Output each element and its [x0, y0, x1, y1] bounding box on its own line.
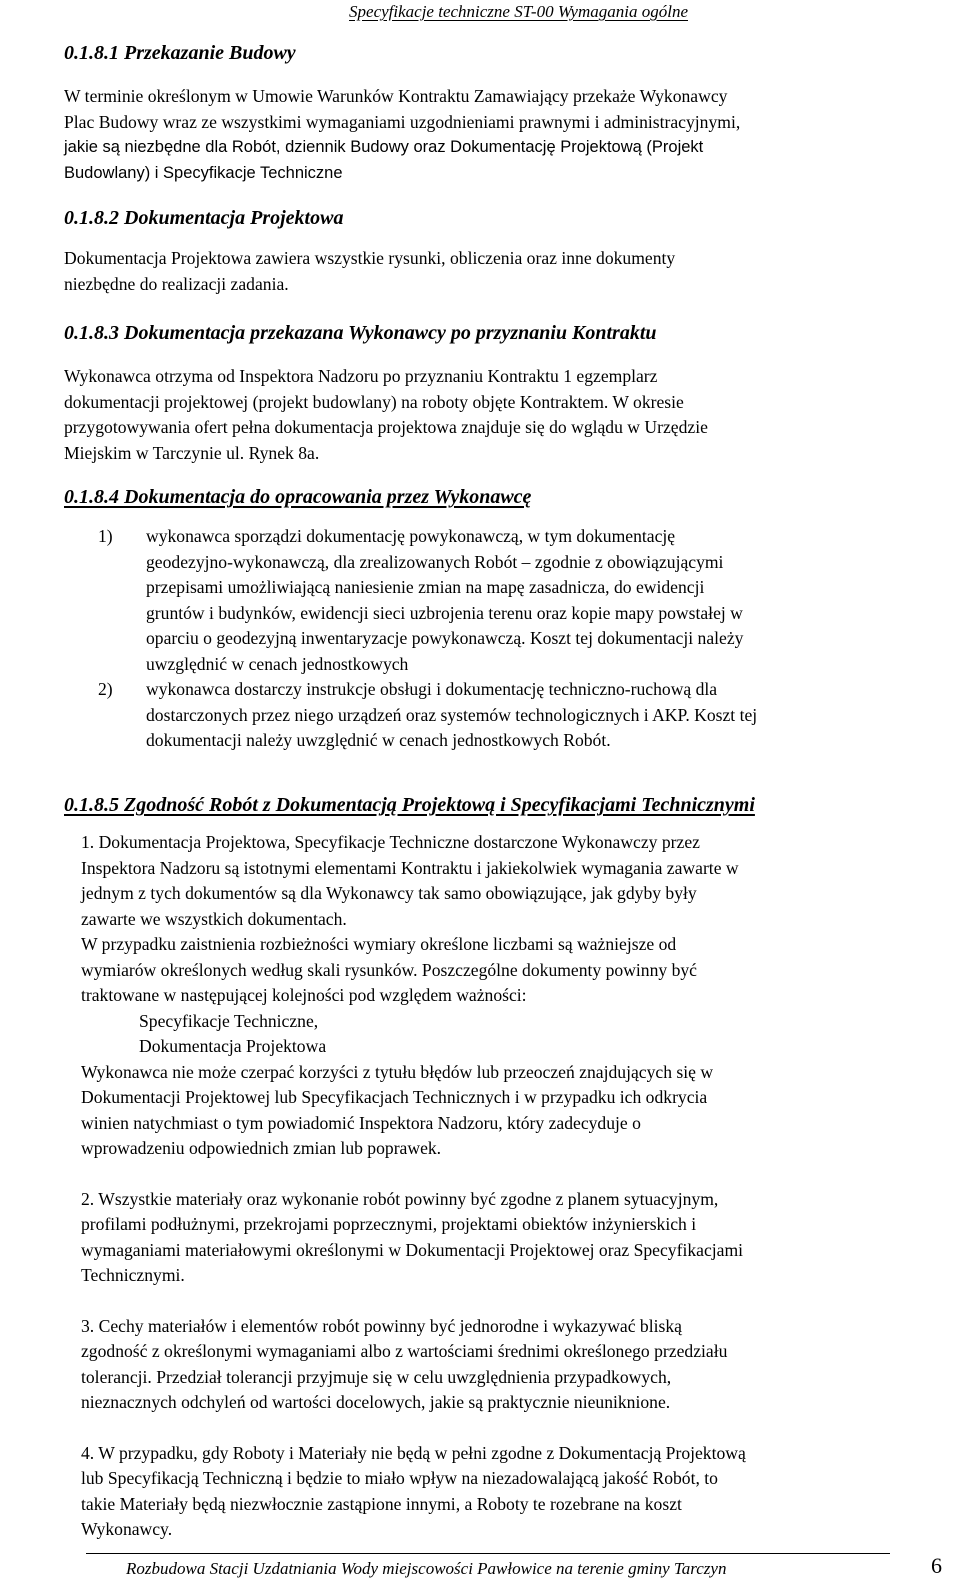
text-line: jednym z tych dokumentów są dla Wykonawcy tak samo obowiązujące, jak gdyby były [81, 883, 697, 903]
text-line: przepisami umożliwiającą naniesienie zmian na mapę zasadnicza, do ewidencji [146, 577, 705, 597]
list-marker: 1) [98, 526, 113, 546]
text-line: jakie są niezbędne dla Robót, dziennik Budowy oraz Dokumentację Projektową (Projekt [64, 138, 704, 156]
list-item [88, 524, 948, 677]
text-line: zgodność z określonymi wymaganiami albo z wartościami średnimi określonego przedziału [81, 1341, 728, 1361]
text-line: 1. Dokumentacja Projektowa, Specyfikacje Techniczne dostarczone Wykonawczy przez [81, 832, 700, 852]
text-line: lub Specyfikacją Techniczną i będzie to miało wpływ na niezadowalającą jakość Robót, to [81, 1468, 718, 1488]
text-line: tolerancji. Przedział tolerancji przyjmuje się w celu uwzględnienia przypadkowych, [81, 1366, 672, 1387]
text-line: wymiarów określonych według skali rysunków. Poszczególne dokumenty powinny być [81, 959, 697, 980]
text-line: W przypadku zaistnienia rozbieżności wymiary określone liczbami są ważniejsze od [81, 934, 677, 954]
text-line: nieznacznych odchyleń od wartości docelowych, jakie są praktycznie nieuniknione. [81, 1392, 671, 1412]
footer-text: Rozbudowa Stacji Uzdatniania Wody miejscowości Pawłowice na terenie gminy Tarczyn [126, 1559, 727, 1578]
list-item [88, 677, 948, 754]
text-line: dostarczonych przez niego urządzeń oraz systemów technologicznych i AKP. Koszt tej [146, 704, 758, 725]
text-line: wprowadzeniu odpowiednich zmian lub poprawek. [81, 1138, 442, 1158]
text-line: geodezyjno-wykonawczą, dla zrealizowanych Robót – zgodnie z obowiązującymi [146, 551, 724, 572]
page-footer [0, 1553, 960, 1583]
text-line: Dokumentacja Projektowa zawiera wszystkie rysunki, obliczenia oraz inne dokumenty [64, 248, 676, 268]
text-line: Miejskim w Tarczynie ul. Rynek 8a. [64, 442, 320, 463]
text-line: przygotowywania ofert pełna dokumentacja projektowa znajduje się do wglądu w Urzędzie [64, 417, 708, 437]
text-line: traktowane w następującej kolejności pod względem ważności: [81, 985, 527, 1005]
section-heading-5: 0.1.8.5 Zgodność Robót z Dokumentacją Projektową i Specyfikacjami Technicznymi [64, 794, 755, 816]
section-4-list [88, 524, 948, 754]
section-3-body [64, 364, 944, 466]
priority-item: Dokumentacja Projektowa [139, 1036, 327, 1056]
priority-item: Specyfikacje Techniczne, [139, 1010, 319, 1031]
text-line: Wykonawca nie może czerpać korzyści z tytułu błędów lub przeoczeń znajdujących się w [81, 1061, 714, 1082]
text-line: 4. W przypadku, gdy Roboty i Materiały nie będą w pełni zgodne z Dokumentacją Projektową [81, 1442, 746, 1463]
section-2-body [64, 246, 944, 297]
text-line: Budowlany) i Specyfikacje Techniczne [64, 163, 343, 182]
text-line: winien natychmiast o tym powiadomić Inspektora Nadzoru, który zadecyduje o [81, 1112, 641, 1133]
text-line: gruntów i budynków, ewidencji sieci uzbrojenia terenu oraz kopie mapy powstałej w [146, 602, 743, 623]
text-line: Technicznymi. [81, 1265, 185, 1285]
text-line: oparciu o geodezyjną inwentaryzacje powykonawczą. Koszt tej dokumentacji należy [146, 628, 744, 648]
text-line: Plac Budowy wraz ze wszystkimi wymaganiami uzgodnieniami prawnymi i administracyjnymi, [64, 111, 741, 132]
section-5-body [81, 830, 951, 1543]
footer-divider [86, 1553, 890, 1554]
text-line: 2. Wszystkie materiały oraz wykonanie robót powinny być zgodne z planem sytuacyjnym, [81, 1188, 719, 1209]
text-line: uwzględnić w cenach jednostkowych [146, 653, 409, 674]
section-heading-1: 0.1.8.1 Przekazanie Budowy [64, 42, 296, 64]
text-line: wykonawca sporządzi dokumentację powykonawczą, w tym dokumentację [146, 526, 676, 546]
text-line: niezbędne do realizacji zadania. [64, 273, 289, 294]
text-line: 3. Cechy materiałów i elementów robót powinny być jednorodne i wykazywać bliską [81, 1315, 682, 1336]
text-line: wykonawca dostarczy instrukcje obsługi i dokumentację techniczno-ruchową dla [146, 679, 718, 699]
section-heading-3: 0.1.8.3 Dokumentacja przekazana Wykonawcy po przyznaniu Kontraktu [64, 322, 657, 344]
section-1-body [64, 84, 944, 186]
text-line: wymaganiami materiałowymi określonymi w Dokumentacji Projektowej oraz Specyfikacjami [81, 1239, 744, 1260]
text-line: W terminie określonym w Umowie Warunków Kontraktu Zamawiający przekaże Wykonawcy [64, 86, 728, 106]
running-header: Specyfikacje techniczne ST-00 Wymagania ogólne [349, 2, 688, 21]
text-line: dokumentacji projektowej (projekt budowlany) na roboty objęte Kontraktem. W okresie [64, 391, 684, 412]
section-heading-4: 0.1.8.4 Dokumentacja do opracowania przez Wykonawcę [64, 486, 532, 508]
text-line: zawarte we wszystkich dokumentach. [81, 908, 347, 929]
text-line: Wykonawca otrzyma od Inspektora Nadzoru po przyznaniu Kontraktu 1 egzemplarz [64, 366, 658, 386]
text-line: Wykonawcy. [81, 1519, 173, 1539]
section-heading-2: 0.1.8.2 Dokumentacja Projektowa [64, 207, 344, 229]
text-line: Inspektora Nadzoru są istotnymi elementami Kontraktu i jakiekolwiek wymagania zawarte w [81, 857, 739, 878]
page-number: 6 [931, 1553, 942, 1578]
list-marker: 2) [98, 679, 113, 699]
text-line: Dokumentacji Projektowej lub Specyfikacjach Technicznych i w przypadku ich odkrycia [81, 1087, 708, 1107]
text-line: profilami podłużnymi, przekrojami poprzecznymi, projektami obiektów inżynierskich i [81, 1214, 697, 1234]
text-line: dokumentacji należy uwzględnić w cenach jednostkowych Robót. [146, 730, 611, 750]
text-line: takie Materiały będą niezwłocznie zastąpione innymi, a Roboty te rozebrane na koszt [81, 1493, 682, 1514]
